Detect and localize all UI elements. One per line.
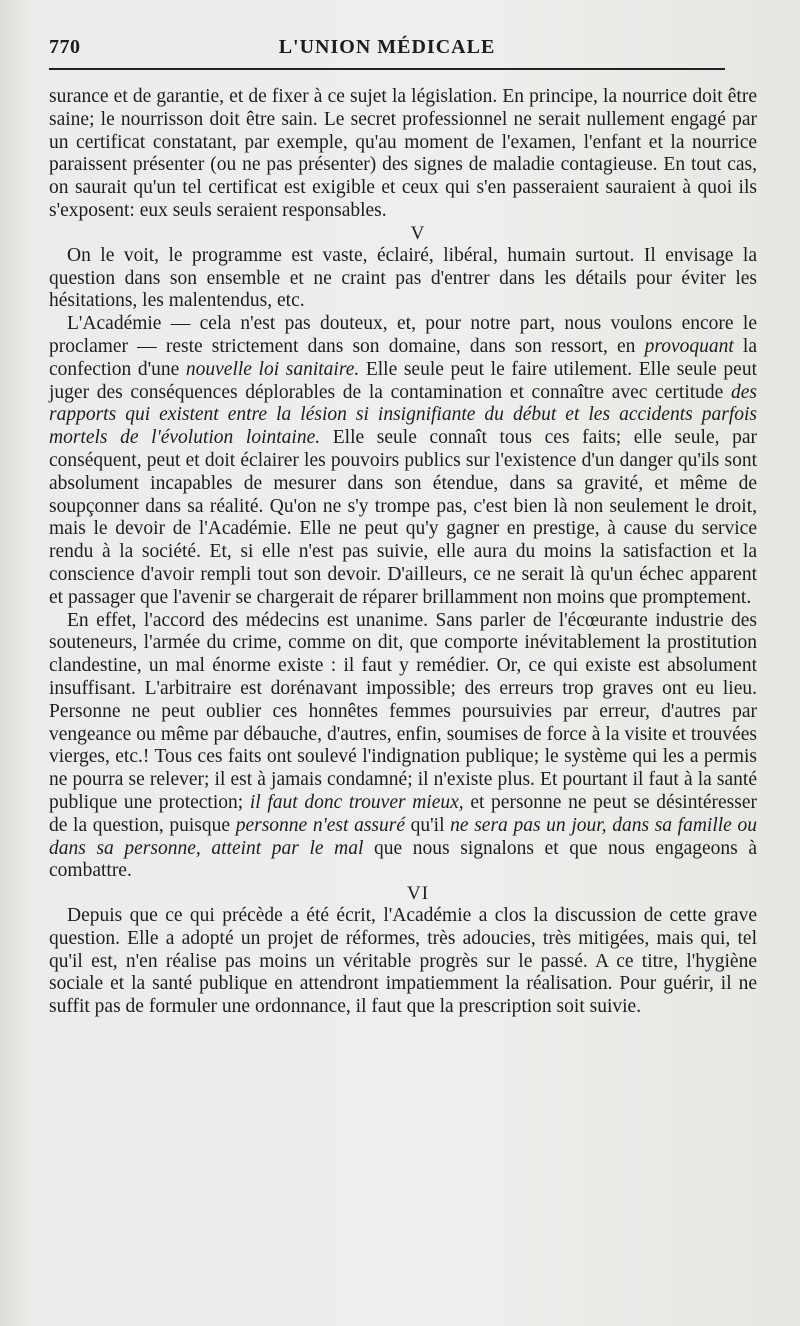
journal-title: L'UNION MÉDICALE xyxy=(278,36,496,58)
emphasis-text: personne n'est assuré xyxy=(235,814,405,836)
running-header xyxy=(49,36,725,62)
section-v-block xyxy=(49,245,757,883)
paragraph-text: et personne ne peut se désintéresser de la question, puisque xyxy=(49,791,757,836)
intro-block xyxy=(49,86,757,223)
paragraph-p2 xyxy=(49,245,757,313)
emphasis-text: provoquant xyxy=(644,335,734,357)
emphasis-text: ne sera pas un jour, dans sa famille ou dans sa personne, atteint par le mal xyxy=(49,814,757,859)
header-rule xyxy=(49,68,725,70)
emphasis-text: il faut donc trouver mieux, xyxy=(249,791,464,813)
paragraph-p3 xyxy=(49,313,757,609)
paragraph-text: L'Académie — cela n'est pas douteux, et, pour notre part, nous voulons encore le proclamer — reste strictement dans son domaine, dans son ressort, en xyxy=(49,313,757,357)
paragraph-text: Elle seule connaît tous ces faits; elle seule, par conséquent, peut et doit éclairer les pouvoirs publics sur l'existence d'un danger qu'ils sont absolument incapables de mesurer dans son étendue, dans sa gravité, et même de soupçonner dans sa réalité. Qu'on ne s'y trompe pas, c'est bien là non seulement le droit, mais le devoir de l'Académie. Elle ne peut qu'y gagner en prestige, à cause du service rendu à la société. Et, si elle n'est pas suivie, elle aura du moins la satisfaction et la conscience d'avoir rempli tout son devoir. D'ailleurs, ce ne serait là qu'un échec apparent et passager que l'avenir se chargerait de réparer brillamment non moins que promptement. xyxy=(49,427,757,608)
paragraph-text: surance et de garantie, et de fixer à ce sujet la législation. En principe, la nourrice doit être saine; le nourrisson doit être sain. Le secret professionnel ne serait nullement engagé par un certificat constatant, par exemple, qu'au moment de l'examen, l'enfant et la nourrice paraissent présenter (ou ne pas présenter) des signes de maladie contagieuse. En tout cas, on saurait qu'un tel certificat est exigible et ceux qui s'en passeraient sauraient à quoi ils s'exposent: eux seuls seraient responsables. xyxy=(49,86,757,221)
section-vi-block xyxy=(49,905,757,1019)
section-heading-vi: VI xyxy=(406,883,430,905)
emphasis-text: des rapports qui existent entre la lésion si insignifiante du début et les accidents parfois mortels de l'évolution lointaine. xyxy=(49,381,757,449)
paragraph-text: que nous signalons et que nous engageons à combattre. xyxy=(49,837,757,882)
section-heading-v: V xyxy=(410,222,426,244)
paragraph-text: Depuis que ce qui précède a été écrit, l'Académie a clos la discussion de cette grave question. Elle a adopté un projet de réformes, très adoucies, très mitigées, mais qui, tel qu'il est, n'en réalise pas moins un véritable progrès sur le passé. A ce titre, l'hygiène sociale et la santé publique en attendront impatiemment la réalisation. Pour guérir, il ne suffit pas de formuler une ordonnance, il faut que la prescription soit suivie. xyxy=(49,905,757,1018)
paragraph-p1 xyxy=(49,86,757,223)
paragraph-text: la confection d'une xyxy=(49,335,758,380)
paragraph-p4 xyxy=(49,610,757,884)
paragraph-text: On le voit, le programme est vaste, éclairé, libéral, humain surtout. Il envisage la question dans son ensemble et ne craint pas d'entrer dans les détails pour éviter les hésitations, les malentendus, etc. xyxy=(49,244,757,312)
paragraph-text: En effet, l'accord des médecins est unanime. Sans parler de l'écœurante industrie des souteneurs, l'armée du crime, comme on dit, que comporte inévitablement la prostitution clandestine, un mal énorme existe : il faut y remédier. Or, ce qui existe est absolument insuffisant. L'arbitraire est dorénavant impossible; des erreurs trop graves ont eu lieu. Personne ne peut oublier ces honnêtes femmes poursuivies par erreur, d'autres par vengeance ou même par débauche, d'autres, enfin, soumises de force à la visite et trouvées vierges, etc.! Tous ces faits ont soulevé l'indignation publique; le système qui les a permis ne pourra se relever; il est à jamais condamné; il n'existe plus. Et pourtant il faut à la santé publique une protection; xyxy=(49,609,757,813)
emphasis-text: nouvelle loi sanitaire. xyxy=(185,358,360,380)
page-number: 770 xyxy=(49,36,81,58)
article-body xyxy=(49,86,757,1019)
paragraph-text: Elle seule peut le faire utilement. Elle seule peut juger des conséquences déplorables de la contamination et connaître avec certitude xyxy=(49,358,757,403)
paragraph-p5 xyxy=(49,905,757,1019)
paragraph-text: qu'il xyxy=(405,814,451,836)
